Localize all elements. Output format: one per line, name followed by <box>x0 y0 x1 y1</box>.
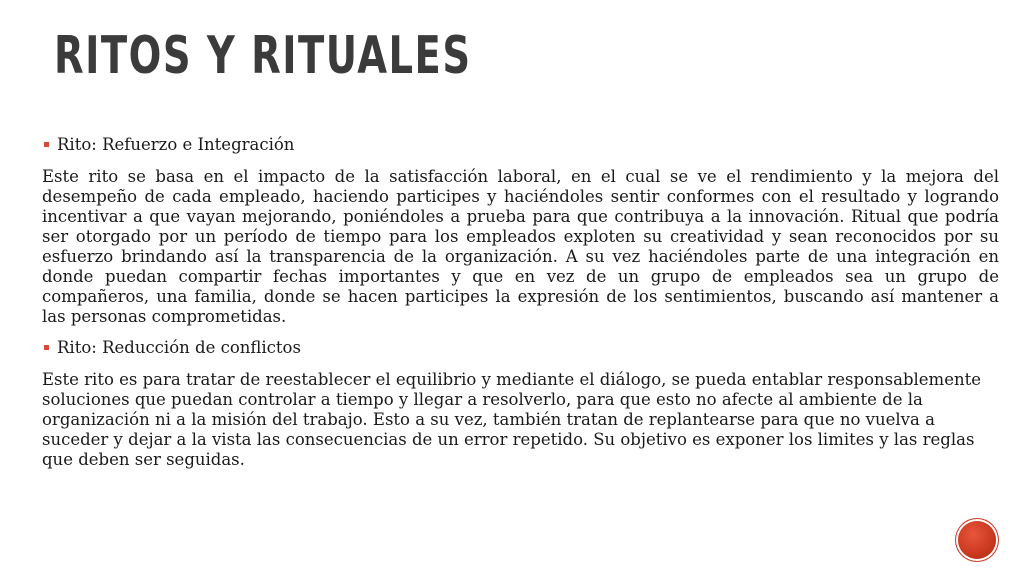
square-bullet-icon <box>44 142 49 147</box>
bullet-item <box>42 338 999 358</box>
slide-content <box>42 135 999 481</box>
slide-number-badge <box>958 521 996 559</box>
bullet-item <box>42 135 999 155</box>
body-paragraph: Este rito es para tratar de reestablecer el equilibrio y mediante el diálogo, se pueda entablar responsablemente soluciones que puedan controlar a tiempo y llegar a resolverlo, para que esto no afecte al ambiente de la organización ni a la misión del trabajo. Esto a su vez, también tratan de replantearse para que no vuelva a suceder y dejar a la vista las consecuencias de un error repetido. Su objetivo es exponer los limites y las reglas que deben ser seguidas. <box>42 370 981 469</box>
square-bullet-icon <box>44 345 49 350</box>
slide-title: RITOS Y RITUALES <box>54 26 472 86</box>
bullet-text: Rito: Refuerzo e Integración <box>57 135 295 154</box>
bullet-text: Rito: Reducción de conflictos <box>57 338 301 357</box>
body-paragraph: Este rito se basa en el impacto de la satisfacción laboral, en el cual se ve el rendimiento y la mejora del desempeño de cada empleado, haciendo participes y haciéndoles sentir conformes con el resultado y logrando incentivar a que vayan mejorando, poniéndoles a prueba para que contribuya a la innovación. Ritual que podría ser otorgado por un período de tiempo para los empleados exploten su creatividad y sean reconocidos por su esfuerzo brindando así la transparencia de la organización. A su vez haciéndoles parte de una integración en donde puedan compartir fechas importantes y que en vez de un grupo de empleados sea un grupo de compañeros, una familia, donde se hacen participes la expresión de los sentimientos, buscando así mantener a las personas comprometidas. <box>42 167 999 326</box>
